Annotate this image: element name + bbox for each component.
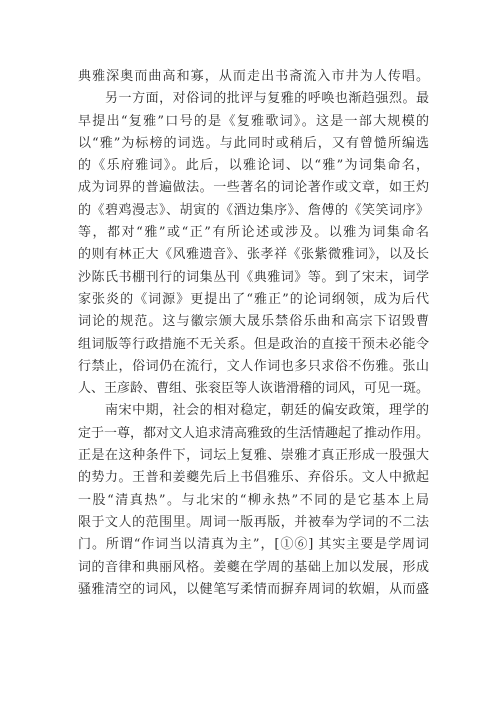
text-line-3: 早提出“复雅”口号的是《复雅歌词》。这是一部大规模的: [78, 113, 429, 129]
text-line-4: 以“雅”为标榜的词选。与此同时或稍后，又有曾慥所编选: [78, 135, 429, 151]
text-line-22: 门。所谓“作词当以清真为主”，[①⑥] 其实主要是学周词: [78, 537, 429, 553]
text-line-16: 南宋中期，社会的相对稳定，朝廷的偏安政策，理学的: [78, 403, 429, 419]
text-line-1: 典雅深奥而曲高和寡，从而走出书斋流入市井为人传唱。: [78, 69, 429, 84]
text-line-6: 成为词界的普遍做法。一些著名的词论著作或文章，如王灼: [78, 180, 429, 196]
text-line-8: 等，都对“雅”或“正”有所论述或涉及。以雅为词集命名: [78, 225, 429, 241]
text-line-20: 一股“清真热”。与北宋的“柳永热”不同的是它基本上局: [78, 492, 429, 508]
text-line-11: 家张炎的《词源》更提出了“雅正”的论词纲领，成为后代: [78, 291, 429, 307]
text-line-17: 定于一尊，都对文人追求清高雅致的生活情趣起了推动作用。: [78, 425, 429, 441]
text-line-5: 的《乐府雅词》。此后，以雅论词、以“雅”为词集命名，: [78, 158, 429, 174]
text-line-24: 骚雅清空的词风，以健笔写柔情而摒弃周词的软媚，从而盛: [78, 581, 429, 597]
text-line-13: 组词版等行政措施不无关系。但是政治的直接干预未必能令: [78, 336, 429, 352]
text-line-10: 沙陈氏书棚刊行的词集丛刊《典雅词》等。到了宋末，词学: [78, 269, 429, 285]
body-text: [78, 66, 429, 601]
text-line-18: 正是在这种条件下，词坛上复雅、崇雅才真正形成一股强大: [78, 448, 429, 464]
text-line-9: 的则有林正大《风雅遗音》、张孝祥《张紫微雅词》，以及长: [78, 247, 429, 263]
text-line-21: 限于文人的范围里。周词一版再版，并被奉为学词的不二法: [78, 514, 429, 530]
text-line-14: 行禁止，俗词仍在流行，文人作词也多只求俗不伤雅。张山: [78, 358, 429, 374]
text-line-19: 的势力。王普和姜夔先后上书倡雅乐、弃俗乐。文人中掀起: [78, 470, 429, 486]
text-line-2: 另一方面，对俗词的批评与复雅的呼唤也渐趋强烈。最: [78, 91, 429, 107]
text-line-7: 的《碧鸡漫志》、胡寅的《酒边集序》、詹傅的《笑笑词序》: [78, 202, 429, 218]
text-line-12: 词论的规范。这与徽宗颁大晟乐禁俗乐曲和高宗下诏毁曹: [78, 314, 429, 330]
text-line-23: 词的音律和典丽风格。姜夔在学周的基础上加以发展，形成: [78, 559, 429, 575]
text-line-15: 人、王彦龄、曹组、张衮臣等人诙谐滑稽的词风，可见一斑。: [78, 381, 429, 397]
